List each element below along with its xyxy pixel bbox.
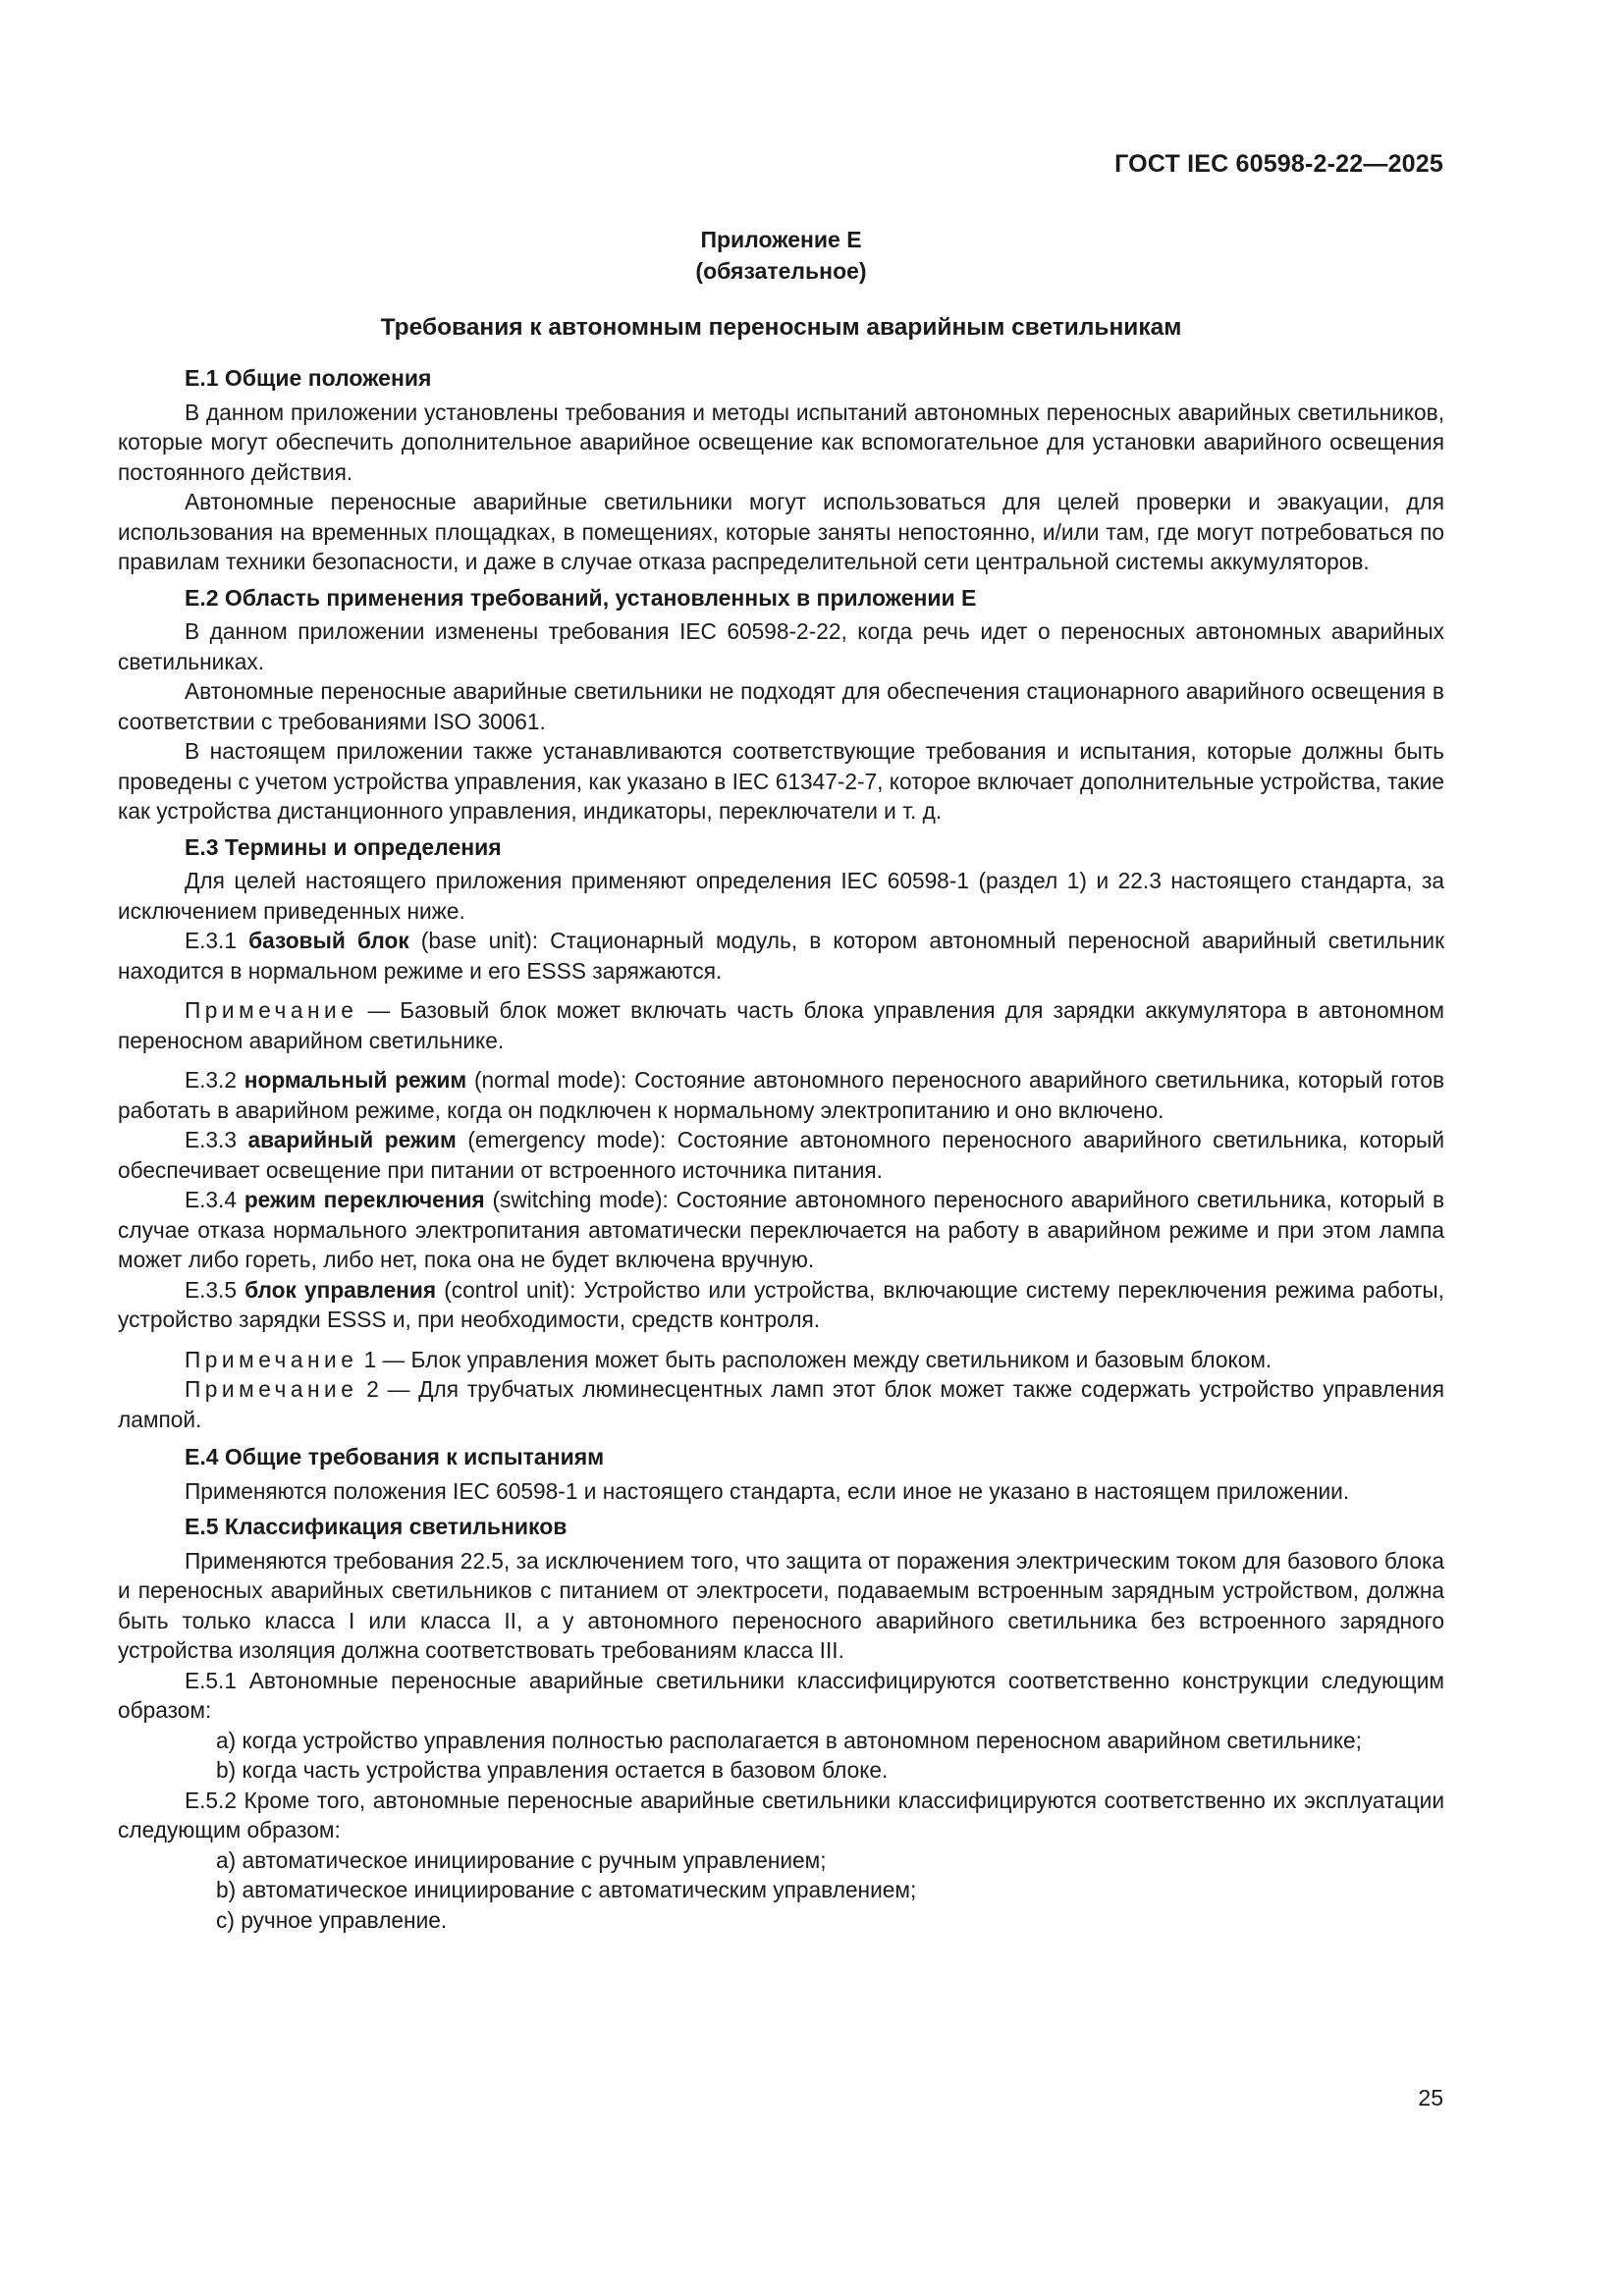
paragraph: В настоящем приложении также устанавливаются соответствующие требования и испытания, которые должны быть проведены с учетом устройства управления, как указано в IEC 61347-2-7, которое включает дополнительные устройства, такие как устройства дистанционного управления, индикаторы, переключатели и т. д. [118,738,1444,824]
note [118,1374,1444,1434]
paragraph: Е.5.2 Кроме того, автономные переносные аварийные светильники классифицируются соответственно их эксплуатации следующим образом: [118,1787,1444,1842]
paragraph: Применяются положения IEC 60598-1 и настоящего стандарта, если иное не указано в настоящем приложении. [185,1477,1350,1504]
note-text: — Базовый блок может включать часть блока управления для зарядки аккумулятора в автономном переносном аварийном светильнике. [118,997,1444,1053]
term-number: Е.3.3 [185,1127,237,1152]
definition: (base unit): Стационарный модуль, в котором автономный переносной аварийный светильник находится в нормальном режиме и его ESSS заряжаются. [118,928,1444,984]
section-heading-e5: Е.5 Классификация светильников [185,1514,568,1539]
note-text: 2 — Для трубчатых люминесцентных ламп этот блок может также содержать устройство управления лампой. [118,1376,1444,1432]
note [118,1345,1444,1375]
paragraph: Автономные переносные аварийные светильники могут использоваться для целей проверки и эвакуации, для использования на временных площадках, в помещениях, которые заняты непостоянно, и/или там, где могут потребоваться по правилам техники безопасности, и даже в случае отказа распределительной сети центральной системы аккумуляторов. [118,489,1444,574]
paragraph: Для целей настоящего приложения применяют определения IEC 60598-1 (раздел 1) и 22.3 настоящего стандарта, за исключением приведенных ниже. [118,868,1444,924]
page-content [118,224,1444,1935]
section-heading-e2: Е.2 Область применения требований, установленных в приложении Е [185,584,977,611]
definition: (emergency mode): Состояние автономного переносного аварийного светильника, который обеспечивает освещение при питании от встроенного источника питания. [118,1127,1444,1183]
list-item: b) когда часть устройства управления остается в базовом блоке. [216,1757,889,1783]
term: аварийный режим [247,1127,457,1152]
term: режим переключения [244,1187,485,1212]
list-item: с) ручное управление. [216,1906,448,1933]
term-definition [118,1125,1444,1185]
section-heading-e3: Е.3 Термины и определения [185,833,502,860]
paragraph: В данном приложении изменены требования IEC 60598-2-22, когда речь идет о переносных автономных аварийных светильниках. [118,618,1444,674]
appendix-title: Требования к автономным переносным аварийным светильникам [380,314,1182,341]
definition: (switching mode): Состояние автономного переносного аварийного светильника, который в случае отказа нормального электропитания автоматически переключается на работу в аварийном режиме и при этом лампа может либо гореть, либо нет, пока она не будет включена вручную. [118,1187,1445,1272]
term-definition [118,1275,1444,1335]
appendix-label: Приложение Е [700,227,862,252]
page-number: 25 [1418,2085,1443,2110]
term-definition [118,1185,1444,1275]
term-number: Е.3.5 [185,1276,237,1303]
paragraph: Е.5.1 Автономные переносные аварийные светильники классифицируются соответственно конструкции следующим образом: [118,1667,1444,1723]
appendix-status: (обязательное) [695,258,867,284]
list-item: а) автоматическое инициирование с ручным управлением; [216,1846,827,1873]
paragraph: Автономные переносные аварийные светильники не подходят для обеспечения стационарного аварийного освещения в соответствии с требованиями ISO 30061. [118,678,1444,734]
note-label: Примечание [185,1376,358,1402]
section-heading-e4: Е.4 Общие требования к испытаниям [185,1444,605,1469]
term: нормальный режим [244,1067,467,1093]
definition: (control unit): Устройство или устройства, включающие систему переключения режима работы, устройство зарядки ESSS и, при необходимости, средств контроля. [118,1276,1444,1332]
note-label: Примечание [185,997,358,1023]
term-number: Е.3.1 [185,928,237,953]
note-label: Примечание [185,1346,358,1372]
paragraph: Применяются требования 22.5, за исключением того, что защита от поражения электрическим током для базового блока и переносных аварийных светильников с питанием от электросети, подаваемым встроенным зарядным устройством, должна быть только класса I или класса II, а у автономного переносного аварийного светильника без встроенного зарядного устройства изоляция должна соответствовать требованиям класса III. [118,1547,1444,1663]
term-definition [118,1065,1444,1125]
term: базовый блок [248,928,409,953]
list-item: b) автоматическое инициирование с автоматическим управлением; [216,1877,917,1902]
standard-designation: ГОСТ IEC 60598-2-22—2025 [1114,150,1443,178]
list-item: а) когда устройство управления полностью располагается в автономном переносном аварийном светильнике; [216,1727,1362,1753]
term-number: Е.3.2 [185,1067,237,1093]
paragraph: В данном приложении установлены требования и методы испытаний автономных переносных аварийных светильников, которые могут обеспечить дополнительное аварийное освещение как вспомогательное для установки аварийного освещения постоянного действия. [118,399,1444,485]
definition: (normal mode): Состояние автономного переносного аварийного светильника, который готов работать в аварийном режиме, когда он подключен к нормальному электропитанию и оно включено. [118,1067,1444,1123]
term: блок управления [244,1276,437,1303]
section-heading-e1: Е.1 Общие положения [185,365,432,391]
note-text: 1 — Блок управления может быть расположен между светильником и базовым блоком. [363,1346,1272,1372]
term-number: Е.3.4 [185,1187,237,1212]
note [118,995,1444,1055]
term-definition [118,926,1444,986]
